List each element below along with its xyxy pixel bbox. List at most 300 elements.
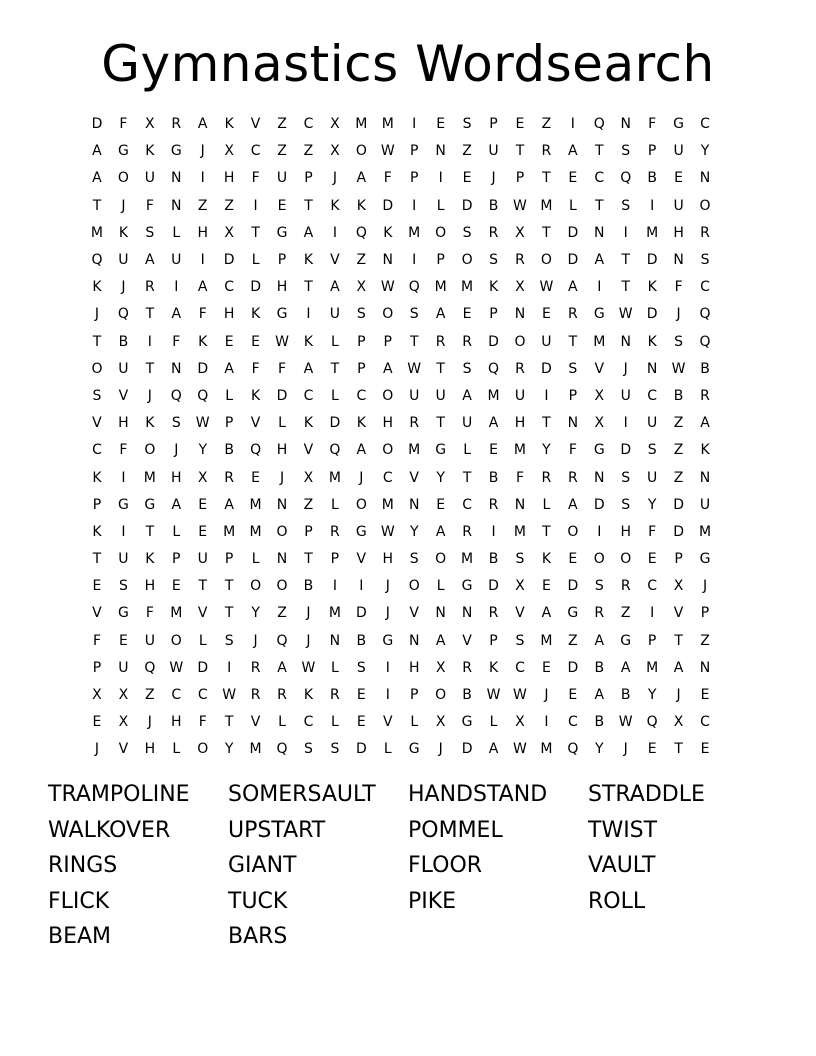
grid-letter: Y xyxy=(198,442,208,459)
grid-letter: L xyxy=(331,659,340,676)
grid-letter: A xyxy=(171,496,182,513)
grid-letter: X xyxy=(435,714,446,731)
grid-letter: C xyxy=(700,279,711,296)
grid-letter: S xyxy=(462,224,473,241)
grid-letter: E xyxy=(568,170,578,187)
grid-letter: D xyxy=(329,415,341,432)
grid-letter: L xyxy=(331,714,340,731)
word-list-item: BARS xyxy=(228,924,288,950)
grid-letter: Q xyxy=(620,170,632,187)
grid-letter: Z xyxy=(568,632,579,649)
grid-letter: M xyxy=(381,496,395,513)
grid-row xyxy=(84,410,719,437)
grid-letter: E xyxy=(541,659,552,676)
grid-letter: F xyxy=(648,523,657,540)
grid-letter: T xyxy=(304,279,314,296)
grid-letter: H xyxy=(171,469,183,486)
grid-letter: G xyxy=(620,632,632,649)
grid-letter: P xyxy=(647,143,657,160)
grid-letter: C xyxy=(171,687,182,704)
grid-letter: C xyxy=(700,116,711,133)
grid-letter: A xyxy=(356,170,367,187)
grid-letter: P xyxy=(224,415,234,432)
grid-letter: Z xyxy=(673,442,684,459)
grid-letter: G xyxy=(117,143,130,160)
grid-letter: J xyxy=(676,687,682,704)
grid-letter: R xyxy=(462,523,473,540)
grid-letter: T xyxy=(595,143,605,160)
grid-letter: K xyxy=(541,551,552,568)
grid-letter: G xyxy=(461,714,474,731)
grid-letter: X xyxy=(594,387,605,404)
grid-letter: W xyxy=(671,360,687,377)
grid-letter: O xyxy=(276,523,289,540)
grid-letter: T xyxy=(542,224,552,241)
grid-row xyxy=(84,329,719,356)
grid-letter: H xyxy=(223,306,235,323)
grid-letter: H xyxy=(118,415,130,432)
grid-letter: K xyxy=(303,333,314,350)
grid-letter: W xyxy=(380,523,396,540)
grid-letter: N xyxy=(567,415,579,432)
grid-letter: N xyxy=(329,632,341,649)
grid-letter: O xyxy=(699,197,712,214)
grid-letter: E xyxy=(515,116,525,133)
grid-row xyxy=(84,546,719,573)
grid-letter: J xyxy=(491,170,497,187)
grid-letter: J xyxy=(174,442,179,459)
grid-letter: K xyxy=(330,197,340,214)
grid-letter: L xyxy=(568,197,578,214)
grid-letter: K xyxy=(198,333,208,350)
grid-letter: H xyxy=(620,523,632,540)
grid-letter: T xyxy=(542,415,552,432)
grid-row xyxy=(84,492,719,519)
grid-letter: A xyxy=(568,279,579,296)
grid-letter: A xyxy=(435,523,446,540)
word-list-item: PIKE xyxy=(408,888,457,914)
grid-letter: O xyxy=(250,578,262,595)
grid-letter: O xyxy=(461,252,474,269)
grid-letter: F xyxy=(568,442,578,459)
word-list-item: STRADDLE xyxy=(588,782,705,807)
grid-letter: A xyxy=(673,659,684,676)
grid-letter: N xyxy=(514,306,526,323)
grid-letter: R xyxy=(488,496,499,513)
grid-letter: E xyxy=(251,333,261,350)
grid-letter: N xyxy=(408,632,420,649)
grid-letter: P xyxy=(409,170,419,187)
grid-letter: Y xyxy=(251,605,261,622)
grid-letter: E xyxy=(462,170,473,187)
grid-letter: N xyxy=(171,170,183,187)
grid-letter: P xyxy=(489,306,499,323)
grid-letter: Y xyxy=(595,741,605,758)
grid-letter: G xyxy=(170,143,183,160)
grid-letter: U xyxy=(514,387,526,404)
grid-letter: L xyxy=(198,632,208,649)
grid-letter: N xyxy=(435,143,447,160)
grid-letter: S xyxy=(621,197,631,214)
grid-letter: V xyxy=(382,714,394,731)
grid-letter: K xyxy=(488,659,499,676)
grid-letter: S xyxy=(409,306,420,323)
grid-letter: K xyxy=(647,333,658,350)
grid-letter: A xyxy=(356,442,367,459)
grid-letter: Z xyxy=(277,605,288,622)
grid-letter: C xyxy=(356,387,367,404)
grid-letter: O xyxy=(144,442,156,459)
grid-letter: L xyxy=(172,741,181,758)
grid-letter: B xyxy=(647,170,658,187)
grid-letter: C xyxy=(567,714,579,731)
grid-letter: P xyxy=(304,170,314,187)
grid-letter: J xyxy=(94,306,100,323)
grid-letter: R xyxy=(541,143,552,160)
grid-letter: M xyxy=(461,279,474,296)
grid-letter: C xyxy=(92,442,103,459)
grid-letter: S xyxy=(621,143,631,160)
grid-letter: L xyxy=(172,224,181,241)
grid-letter: N xyxy=(673,252,685,269)
grid-letter: A xyxy=(594,252,605,269)
grid-letter: D xyxy=(673,523,685,540)
grid-letter: H xyxy=(171,714,183,731)
grid-letter: Y xyxy=(409,523,419,540)
grid-letter: F xyxy=(278,360,287,377)
grid-letter: Z xyxy=(224,197,235,214)
grid-letter: R xyxy=(224,469,235,486)
grid-letter: P xyxy=(647,632,657,649)
grid-letter: K xyxy=(224,116,235,133)
grid-letter: N xyxy=(699,469,711,486)
grid-letter: B xyxy=(620,687,632,704)
grid-letter: J xyxy=(359,469,364,486)
grid-letter: A xyxy=(303,360,314,377)
grid-letter: B xyxy=(303,578,314,595)
grid-letter: N xyxy=(382,252,394,269)
grid-letter: R xyxy=(567,306,579,323)
grid-letter: W xyxy=(513,197,528,214)
grid-letter: Y xyxy=(436,469,446,486)
grid-letter: V xyxy=(250,415,261,432)
grid-letter: J xyxy=(332,170,338,187)
grid-letter: Q xyxy=(197,387,209,404)
grid-letter: R xyxy=(620,578,632,595)
grid-letter: B xyxy=(594,659,605,676)
grid-letter: U xyxy=(329,306,341,323)
grid-letter: D xyxy=(223,252,236,269)
grid-letter: E xyxy=(700,741,710,758)
word-list-item: FLICK xyxy=(48,888,110,914)
grid-letter: A xyxy=(700,415,711,432)
grid-letter: E xyxy=(251,469,261,486)
grid-letter: D xyxy=(567,578,579,595)
grid-letter: C xyxy=(303,116,314,133)
grid-letter: W xyxy=(618,714,634,731)
word-list-item: ROLL xyxy=(588,888,646,914)
word-list-item: TUCK xyxy=(228,888,288,914)
grid-letter: P xyxy=(489,632,499,649)
grid-letter: C xyxy=(382,469,394,486)
grid-row xyxy=(84,682,719,709)
grid-letter: Q xyxy=(488,360,500,377)
grid-letter: G xyxy=(117,605,130,622)
grid-letter: M xyxy=(513,523,527,540)
grid-letter: R xyxy=(462,333,473,350)
grid-letter: Z xyxy=(356,252,367,269)
grid-letter: E xyxy=(568,551,578,568)
grid-letter: U xyxy=(276,170,288,187)
grid-letter: O xyxy=(170,632,183,649)
grid-letter: F xyxy=(119,442,128,459)
grid-letter: B xyxy=(673,387,684,404)
grid-letter: L xyxy=(331,496,340,513)
grid-letter: O xyxy=(382,387,394,404)
grid-letter: U xyxy=(647,415,658,432)
grid-letter: A xyxy=(92,143,103,160)
grid-letter: Q xyxy=(276,632,289,649)
grid-letter: D xyxy=(567,224,579,241)
grid-letter: I xyxy=(623,415,629,432)
grid-letter: K xyxy=(145,415,155,432)
grid-letter: C xyxy=(462,496,473,513)
grid-letter: U xyxy=(620,387,632,404)
grid-letter: T xyxy=(145,360,155,377)
grid-letter: N xyxy=(594,469,606,486)
grid-letter: S xyxy=(674,333,684,350)
grid-letter: T xyxy=(224,578,234,595)
word-list xyxy=(48,777,768,955)
grid-letter: E xyxy=(436,496,446,513)
grid-letter: M xyxy=(355,116,368,133)
grid-letter: T xyxy=(542,170,552,187)
grid-letter: H xyxy=(382,551,394,568)
grid-letter: D xyxy=(250,279,262,296)
grid-letter: Z xyxy=(700,632,711,649)
grid-letter: T xyxy=(145,523,155,540)
grid-letter: A xyxy=(171,306,182,323)
grid-letter: S xyxy=(647,442,658,459)
grid-letter: K xyxy=(92,279,103,296)
grid-letter: B xyxy=(462,687,473,704)
grid-letter: V xyxy=(462,632,473,649)
grid-letter: O xyxy=(197,741,209,758)
grid-letter: S xyxy=(304,741,314,758)
grid-letter: S xyxy=(224,632,235,649)
grid-letter: P xyxy=(357,360,367,377)
grid-letter: X xyxy=(197,469,209,486)
grid-letter: G xyxy=(593,442,606,459)
grid-letter: T xyxy=(198,578,208,595)
grid-letter: N xyxy=(171,360,183,377)
grid-letter: F xyxy=(198,306,208,323)
grid-letter: T xyxy=(621,279,631,296)
grid-letter: S xyxy=(462,116,473,133)
grid-row xyxy=(84,247,719,274)
grid-letter: C xyxy=(197,687,209,704)
grid-letter: A xyxy=(568,143,579,160)
grid-letter: M xyxy=(223,523,236,540)
grid-row xyxy=(84,356,719,383)
grid-letter: F xyxy=(383,170,393,187)
grid-letter: I xyxy=(200,252,206,269)
grid-letter: Z xyxy=(541,116,552,133)
grid-letter: O xyxy=(408,578,421,595)
grid-letter: M xyxy=(487,387,501,404)
grid-letter: R xyxy=(700,224,711,241)
grid-letter: Y xyxy=(700,143,710,160)
grid-letter: I xyxy=(412,252,417,269)
grid-letter: E xyxy=(277,197,287,214)
grid-letter: K xyxy=(700,442,711,459)
grid-letter: I xyxy=(332,224,338,241)
grid-letter: R xyxy=(462,659,473,676)
grid-letter: D xyxy=(567,252,579,269)
grid-letter: T xyxy=(92,333,102,350)
grid-row xyxy=(84,383,719,410)
grid-letter: T xyxy=(145,306,155,323)
grid-letter: I xyxy=(200,170,206,187)
grid-letter: V xyxy=(356,551,367,568)
grid-letter: L xyxy=(383,741,393,758)
grid-letter: D xyxy=(276,387,288,404)
grid-letter: L xyxy=(251,252,260,269)
grid-row xyxy=(84,111,719,138)
grid-letter: P xyxy=(92,659,102,676)
grid-letter: A xyxy=(92,170,103,187)
grid-letter: N xyxy=(171,197,183,214)
grid-letter: I xyxy=(544,387,549,404)
grid-letter: Z xyxy=(303,143,314,160)
grid-letter: O xyxy=(117,170,130,187)
grid-letter: E xyxy=(171,578,182,595)
grid-letter: J xyxy=(306,632,312,649)
grid-letter: R xyxy=(488,605,499,622)
grid-letter: H xyxy=(382,415,394,432)
grid-letter: P xyxy=(489,116,499,133)
grid-letter: J xyxy=(702,578,708,595)
word-list-item: TWIST xyxy=(588,817,658,843)
word-list-item: BEAM xyxy=(48,924,112,950)
grid-letter: P xyxy=(330,551,340,568)
grid-letter: L xyxy=(278,415,287,432)
grid-letter: X xyxy=(145,116,156,133)
grid-letter: V xyxy=(594,360,605,377)
grid-letter: U xyxy=(144,632,156,649)
grid-letter: U xyxy=(541,333,553,350)
grid-letter: X xyxy=(356,279,367,296)
grid-letter: Q xyxy=(699,333,712,350)
grid-letter: Z xyxy=(462,143,473,160)
grid-letter: J xyxy=(385,578,391,595)
grid-letter: W xyxy=(407,360,422,377)
grid-letter: R xyxy=(330,687,341,704)
grid-letter: C xyxy=(250,143,261,160)
grid-letter: O xyxy=(355,143,368,160)
word-list-item: TRAMPOLINE xyxy=(48,782,190,807)
grid-letter: S xyxy=(145,224,155,241)
grid-letter: U xyxy=(699,496,711,513)
grid-letter: K xyxy=(647,279,658,296)
grid-row xyxy=(84,464,719,491)
grid-letter: T xyxy=(595,197,605,214)
grid-letter: V xyxy=(409,605,420,622)
grid-letter: M xyxy=(328,605,342,622)
grid-letter: I xyxy=(253,197,259,214)
grid-letter: W xyxy=(380,143,396,160)
grid-letter: L xyxy=(251,551,260,568)
grid-letter: S xyxy=(515,632,525,649)
grid-letter: C xyxy=(303,387,314,404)
grid-letter: H xyxy=(408,659,420,676)
grid-letter: H xyxy=(197,224,209,241)
grid-letter: R xyxy=(488,224,499,241)
grid-letter: L xyxy=(331,387,340,404)
grid-letter: A xyxy=(330,279,341,296)
grid-letter: J xyxy=(385,605,391,622)
grid-letter: V xyxy=(118,387,129,404)
grid-letter: G xyxy=(461,578,474,595)
grid-letter: T xyxy=(674,741,684,758)
grid-letter: U xyxy=(144,170,156,187)
grid-letter: S xyxy=(489,252,499,269)
grid-letter: P xyxy=(383,333,393,350)
grid-letter: S xyxy=(621,496,631,513)
grid-letter: I xyxy=(570,116,576,133)
grid-letter: C xyxy=(594,170,605,187)
grid-letter: D xyxy=(488,578,500,595)
grid-letter: A xyxy=(568,496,579,513)
grid-letter: O xyxy=(620,551,632,568)
grid-letter: B xyxy=(356,632,367,649)
grid-letter: D xyxy=(673,496,685,513)
grid-letter: X xyxy=(118,687,129,704)
grid-letter: P xyxy=(674,551,684,568)
grid-letter: A xyxy=(594,687,605,704)
grid-letter: G xyxy=(276,306,288,323)
grid-letter: F xyxy=(648,116,657,133)
grid-row xyxy=(84,437,719,464)
grid-letter: E xyxy=(541,306,552,323)
grid-letter: Y xyxy=(647,687,657,704)
grid-letter: I xyxy=(623,224,629,241)
grid-letter: G xyxy=(699,551,711,568)
grid-letter: M xyxy=(540,197,553,214)
grid-letter: N xyxy=(408,496,420,513)
grid-letter: K xyxy=(118,224,129,241)
grid-letter: J xyxy=(121,197,126,214)
grid-letter: D xyxy=(488,333,500,350)
grid-letter: E xyxy=(92,578,102,595)
grid-letter: R xyxy=(144,279,156,296)
grid-letter: G xyxy=(673,116,685,133)
grid-letter: G xyxy=(435,442,447,459)
grid-letter: W xyxy=(618,306,634,323)
grid-letter: T xyxy=(224,714,234,731)
grid-letter: N xyxy=(514,496,526,513)
grid-letter: B xyxy=(594,714,605,731)
grid-letter: B xyxy=(488,551,499,568)
grid-row xyxy=(84,736,719,763)
grid-letter: W xyxy=(301,659,316,676)
grid-letter: G xyxy=(408,741,421,758)
grid-letter: R xyxy=(250,687,261,704)
grid-letter: I xyxy=(650,197,655,214)
grid-letter: S xyxy=(462,360,473,377)
grid-letter: M xyxy=(593,333,606,350)
grid-letter: O xyxy=(435,224,447,241)
